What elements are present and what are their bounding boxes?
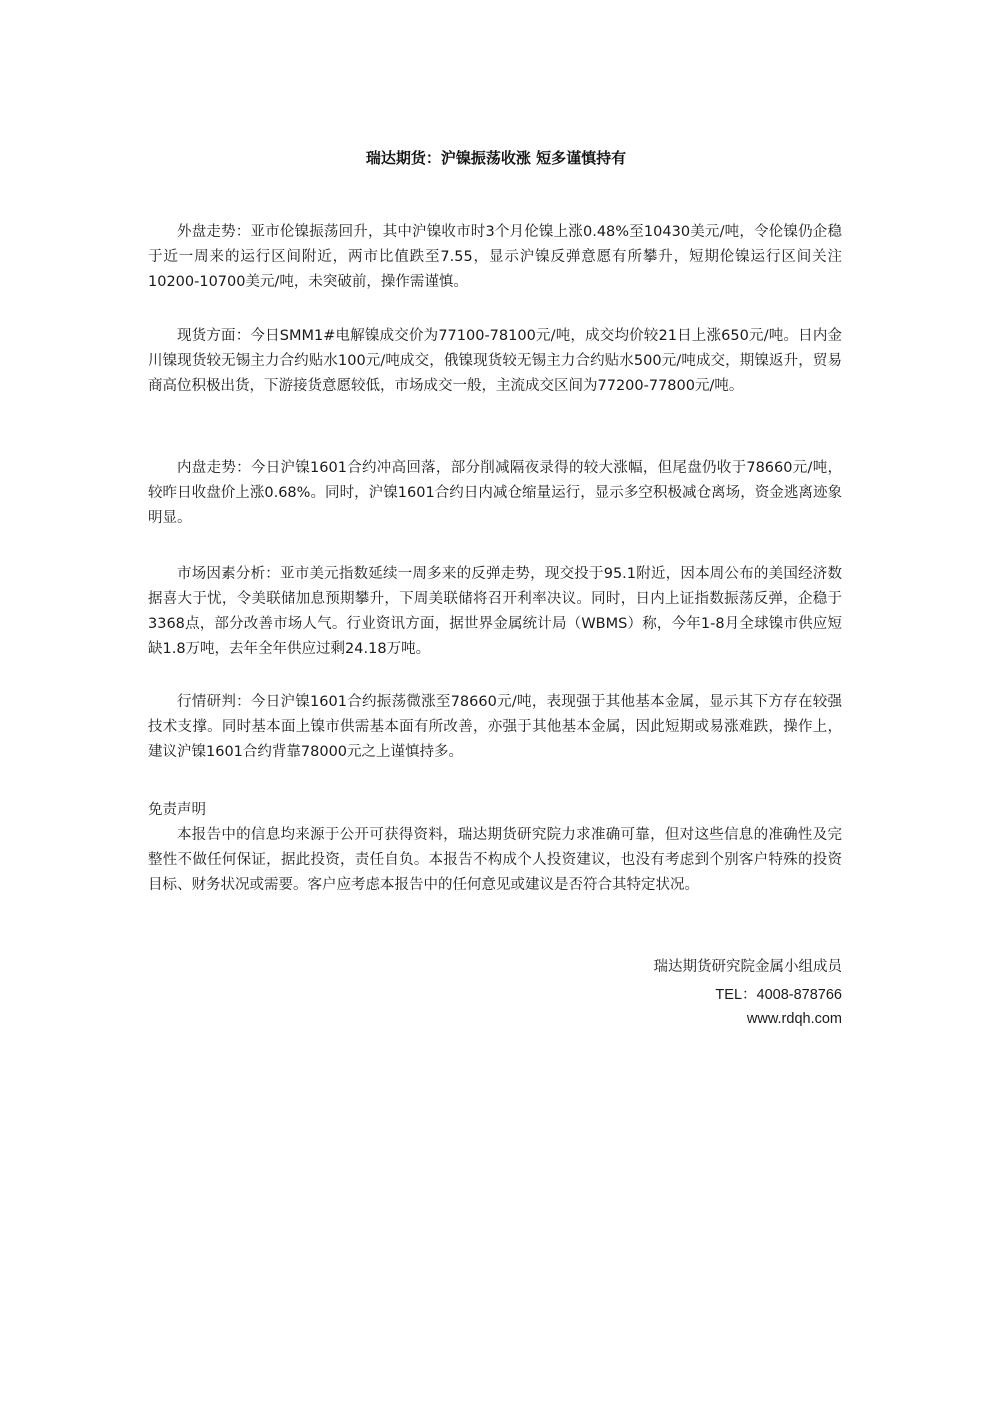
signature-website: www.rdqh.com [746, 1011, 842, 1027]
signature-org: 瑞达期货研究院金属小组成员 [653, 959, 842, 975]
paragraph-market-factors: 市场因素分析：亚市美元指数延续一周多来的反弹走势，现交投于95.1附近，因本周公布的美国经济数据喜大于忧，令美联储加息预期攀升，下周美联储将召开利率决议。同时，日内上证指数振荡反弹，企稳于3368点，部分改善市场人气。行业资讯方面，据世界金属统计局（WBMS）称，今年1-8月全球镍市供应短缺1.8万吨，去年全年供应过剩24.18万吨。 [148, 566, 842, 657]
paragraph-market-outlook: 行情研判：今日沪镍1601合约振荡微涨至78660元/吨，表现强于其他基本金属，显示其下方存在较强技术支撑。同时基本面上镍市供需基本面有所改善，亦强于其他基本金属，因此短期或易涨难跌，操作上，建议沪镍1601合约背靠78000元之上谨慎持多。 [148, 694, 842, 760]
disclaimer-text: 本报告中的信息均来源于公开可获得资料，瑞达期货研究院力求准确可靠，但对这些信息的准确性及完整性不做任何保证，据此投资，责任自负。本报告不构成个人投资建议，也没有考虑到个别客户特殊的投资目标、财务状况或需要。客户应考虑本报告中的任何意见或建议是否符合其特定状况。 [148, 827, 842, 893]
signature-tel: TEL：4008-878766 [715, 987, 842, 1003]
report-title: 瑞达期货：沪镍振荡收涨 短多谨慎持有 [365, 149, 627, 167]
paragraph-overseas-market: 外盘走势：亚市伦镍振荡回升，其中沪镍收市时3个月伦镍上涨0.48%至10430美元/吨，令伦镍仍企稳于近一周来的运行区间附近，两市比值跌至7.55，显示沪镍反弹意愿有所攀升，短期伦镍运行区间关注10200-10700美元/吨，未突破前，操作需谨慎。 [148, 224, 842, 290]
disclaimer-heading: 免责声明 [148, 802, 206, 818]
paragraph-spot-market: 现货方面：今日SMM1#电解镍成交价为77100-78100元/吨，成交均价较21日上涨650元/吨。日内金川镍现货较无锡主力合约贴水100元/吨成交，俄镍现货较无锡主力合约贴水500元/吨成交，期镍返升，贸易商高位积极出货，下游接货意愿较低，市场成交一般，主流成交区间为77200-77800元/吨。 [148, 328, 842, 394]
paragraph-domestic-market: 内盘走势：今日沪镍1601合约冲高回落，部分削减隔夜录得的较大涨幅，但尾盘仍收于78660元/吨，较昨日收盘价上涨0.68%。同时，沪镍1601合约日内减仓缩量运行，显示多空积极减仓离场，资金逃离迹象明显。 [148, 460, 842, 526]
